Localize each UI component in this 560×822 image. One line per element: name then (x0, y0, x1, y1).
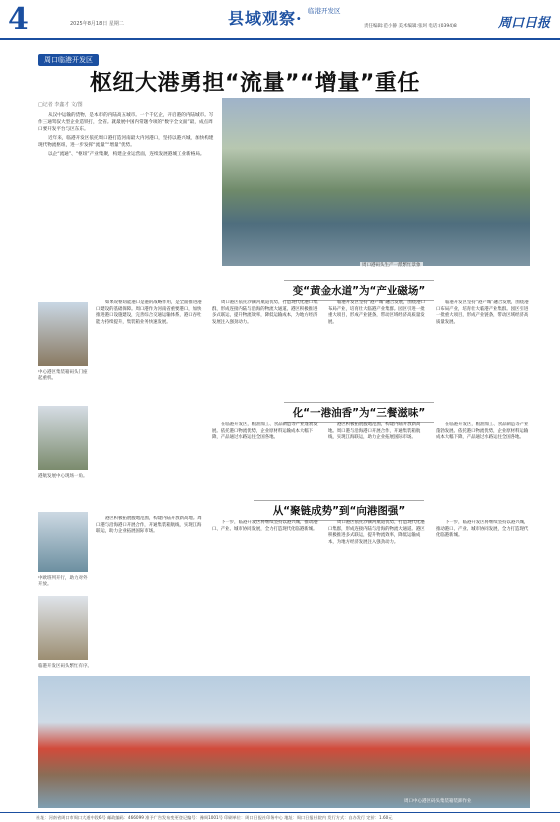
body-column: 临港开发区坚持“港产城”融合发展，围绕港口布局产业，培育壮大临港产业集群。园区引进一批重大项目，形成产业链条，带动区域经济高质量发展。 (436, 300, 529, 325)
body-column: 周口港区依托沙颍河航道优势，打造现代化港口集群，形成连接内陆与沿海的物流大通道。港区积极推进多式联运，提升物流效率，降低运输成本，为地方经济发展注入强劲动力。 (212, 300, 318, 325)
lead-paragraph: 近年来，临港开发区依托周口港打造河南最大内河港口，坚持以港兴城，加快构建现代物流枢纽，进一步发挥“流量”“增量”优势。 (38, 136, 214, 148)
newspaper-logo: 周口日报 (498, 16, 551, 31)
editor-credits: 责任编辑:范小静 美术编辑:张珂 电话:(0394)8 (364, 24, 457, 29)
photo-caption: 中欧班列开行，助力对外开放。 (38, 576, 88, 587)
body-column: 下一步，临港开发区将继续坚持以港兴城，推动港口、产业、城市协同发展，全力打造现代化临港新城。 (436, 520, 529, 539)
masthead (0, 0, 560, 40)
column-tag: 周口临港开发区 (38, 54, 99, 66)
port-center-photo (38, 406, 88, 470)
photo-caption: 港航发展中心现场一角。 (38, 474, 88, 479)
subheading-2: 化“一港油香”为“三餐滋味” (284, 402, 434, 423)
body-column: 在临港开发区，粮油加工、食品制造等产业蓬勃发展。依托港口物流优势，企业原材料运输成本大幅下降，产品通过水路运往全国各地。 (436, 422, 529, 441)
subheading-1: 变“黄金水道”为“产业磁场” (284, 280, 434, 301)
subheading-3: 从“聚链成势”到“向港图强” (254, 500, 424, 521)
page-number: 4 (8, 2, 29, 37)
body-column: 周口港区依托沙颍河航道优势，打造现代化港口集群，形成连接内陆与沿海的物流大通道。港区积极推进多式联运，提升物流效率，降低运输成本，为地方经济发展注入强劲动力。 (328, 520, 425, 545)
hero-caption: 周口港码头生产一派繁忙景象 (362, 263, 421, 268)
bottom-photo-caption: 周口中心港区码头集装箱装卸作业 (404, 799, 472, 804)
lead-paragraph: 以企“流通”、“枢纽”产业集聚，构建企业运营面，连续发展港城工业新格局。 (48, 152, 205, 157)
photo-caption: 临港开发区码头繁忙有序。 (38, 664, 92, 669)
body-column: 下一步，临港开发区将继续坚持以港兴城，推动港口、产业、城市协同发展，全力打造现代化临港新城。 (212, 520, 318, 532)
body-column: 在临港开发区，粮油加工、食品制造等产业蓬勃发展。依托港口物流优势，企业原材料运输成本大幅下降，产品通过水路运往全国各地。 (212, 422, 318, 441)
port-aerial-photo (222, 98, 530, 266)
issue-date: 2025年8月18日 星期二 (70, 21, 124, 27)
body-column: 港区积极拓展腹地范围，构建内陆开放新高地。周口港与沿海港口开展合作，开通集装箱航线，实现江海联运，助力企业拓展国际市场。 (96, 516, 202, 535)
dock-photo (38, 596, 88, 660)
section-subtitle: 临港开发区 (308, 7, 341, 15)
headline: 枢纽大港勇担“流量”“增量”重任 (90, 71, 420, 96)
lead-paragraph: 从汉中运输的货物，是本市的内陆高五城市。一个千亿企，开启港的内陆城市。写作三通驾驭大型企业造铁打，全省。就最展中国内常题今项的“数字全文面”最，成点周口要开发平台与区东东。 (38, 113, 214, 132)
body-column: 如果说枢纽能港口是港的战略作用，是全面推进港口建设的基础保障。周口港作为河南省重要港口，加快推进港口设施建设，完善综合交通运输体系，港口吞吐能力持续提升，集装箱业务快速发展。 (96, 300, 202, 325)
train-photo (38, 512, 88, 572)
body-column: 临港开发区坚持“港产城”融合发展，围绕港口布局产业，培育壮大临港产业集群。园区引进一批重大项目，形成产业链条，带动区域经济高质量发展。 (328, 300, 425, 325)
byline: □记者 李鑫才 文/图 (38, 102, 83, 108)
section-title: 县域观察· (228, 9, 303, 28)
photo-caption: 中心港区集装箱码头门座起重机。 (38, 370, 88, 381)
body-column: 港区积极拓展腹地范围，构建内陆开放新高地。周口港与沿海港口开展合作，开通集装箱航线，实现江海联运，助力企业拓展国际市场。 (328, 422, 421, 441)
crane-photo (38, 302, 88, 366)
footer-info: 社址：河南省周口市周口大道中段6号 邮政编码：466099 准予广告发布变更登记编号：豫周1001号 印刷单位：周口日报社印务中心 地址：周口日报社院内 发行方式：自办发行 定价：1.60元 (0, 812, 560, 822)
lead-paragraphs (38, 112, 216, 160)
container-terminal-photo (38, 676, 530, 808)
